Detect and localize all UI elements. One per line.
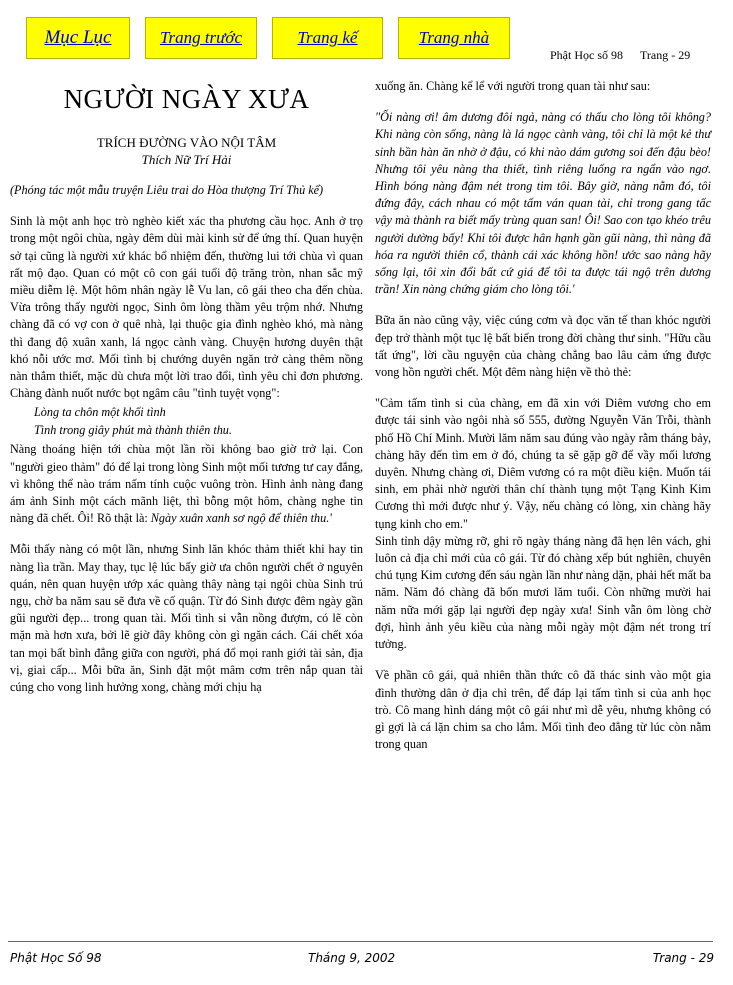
article-subtitle: TRÍCH ĐƯỜNG VÀO NỘI TÂM [96,135,277,150]
article-note: (Phóng tác một mẫu truyện Liêu trai do Hòa thượng Trí Thủ kể) [10,183,324,197]
paragraph-2-text: Nàng thoáng hiện tới chùa một lần rồi không bao giờ trở lại. Con "người gieo thảm" đó để lại trong lòng Sinh một mối tương tư cay đắng, vì không thể nào trám nấm tính cuộc vuông tròn. Hình ảnh nàng đang ám ảnh Sinh một cách mãnh liệt, thì bỗng một hôm, chàng nghe tin nàng đã chết. Ôi! Rõ thật là: [10,442,363,526]
article-title: NGƯỜI NGÀY XƯA [63,84,310,114]
footer-issue: Phật Học Số 98 [10,951,102,965]
footer-date: Tháng 9, 2002 [308,951,396,965]
paragraph-6: Bữa ăn nào cũng vậy, việc cúng cơm và đọc văn tế than khóc người đẹp trở thành một tục lệ bất biến trong đời chàng thư sinh. "Hữu cầu tất ứng", lời cầu nguyện của chàng chẳng bao lâu cảm ứng được vong hồn người chết. Một đêm nàng hiện về thỏ thẻ: [375,313,711,380]
verse-line-1: Lòng ta chôn một khối tình [34,405,166,420]
footer-divider [8,941,713,942]
paragraph-9: Về phần cô gái, quả nhiên thần thức cô đã thác sinh vào một gia đình thường dân ở địa chỉ trên, để đáp lại tấm tình si của anh học trò. Cô mang hình dáng một cô gái như mì dễ yêu, nhưng không có gì gợi là cá lặn chim sa cho lắm. Mối tình đeo đẳng từ lúc còn nằm trong quan [375,668,711,752]
paragraph-8: Sinh tỉnh dậy mừng rỡ, ghi rõ ngày tháng nàng đã hẹn lên vách, ghi luôn cả địa chỉ mới của cô gái. Từ đó chàng xếp bút nghiên, chuyên chú tụng Kim cương đến sáu ngàn lần như nàng dặn, phải hết mất ba năm. Năm đó chàng đã bốn mươi lăm tuổi. Còn những mười hai năm nữa mới gặp lại người đẹp ngày xưa! Sinh vẫn ôm lòng chờ đợi, hình ảnh yêu kiều của nàng mỗi ngày một đậm nét trong trí tưởng. [375,533,711,652]
verse [10,404,363,439]
paragraph-1: Sinh là một anh học trò nghèo kiết xác tha phương cầu học. Anh ở trọ trong một ngôi chùa, ngày đêm dùi mài kinh sử để ứng thí. Quan huyện sở tại cũng là người xứ khác bổ nhiệm đến, thường lui tới chùa vì quan rất mộ đạo. Quan có một cô con gái tuổi độ trăng tròn, nhan sắc mỹ miều diễm lệ. Một hôm nhân ngày lễ Vu lan, cô gái theo cha đến chùa. Vừa trông thấy người ngọc, Sinh ôm lòng thầm yêu trộm nhớ. Nhưng chàng đã có vợ con ở quê nhà, lại thuộc gia đình nghèo khó, mà nàng thì đang độ xuân xanh, lá ngọc cành vàng. Chuyện hương duyên thật khó nỗi ước mơ. Mối tình bị chướng duyên ngăn trở càng thêm nồng nàn thắm thiết, mặc dù chưa một lời trao đổi, tình yêu chỉ đơn phương. Chàng đành nuốt nước bọt ngâm câu "tình tuyệt vọng": [10,214,363,401]
navigation-bar [0,17,733,61]
right-column [375,78,711,753]
verse-line-2: Tình trong giây phút mà thành thiên thu. [34,422,232,437]
paragraph-7: "Cảm tấm tình si của chàng, em đã xin với Diêm vương cho em được tái sinh vào ngôi nhà số 555, đường Nguyễn Văn Trỗi, thành phố Hồ Chí Minh. Mười lăm năm sau đúng vào ngày rằm tháng bảy, chàng hãy đến tìm em ở đó, chúng ta sẽ gặp gỡ để vầy mối lương duyên. Nhưng chàng ơi, Diêm vương có ra một điều kiện. Muốn tái sinh, em phải nhờ người thân chí thành tụng một Tạng Kinh Kim Cương thì mới được như ý. Vậy, nếu chàng có lòng, xin chàng hãy tụng kinh cho em." [375,396,711,531]
paragraph-5: "Ối nàng ơi! âm dương đôi ngả, nàng có thấu cho lòng tôi không? Khi nàng còn sống, nàng là lá ngọc cành vàng, tôi chỉ là một kẻ thư sinh bần hàn ăn nhờ ở đậu, có khi nào dám gương soi đến đậu bèo! Nhưng tôi yêu nàng tha thiết, tình riêng luống ra ngẩn vào ngơ. Hình bóng nàng đậm nét trong tim tôi. Bây giờ, nàng nằm đó, tôi đứng đây, cách nhau có một tấm ván quan tài, chỉ trong gang tấc vậy mà thành ra biết mấy trùng quan san! Ôi! Sao con tạo khéo trêu người dường bấy! Khi tôi được hân hạnh gần gũi nàng, thì nàng đã hóa ra người thiên cổ, thành cái xác không hồn! ước sao nàng hãy sống lại, tôi xin đổi bất cứ giá để tôi ta được tái ngộ trên dương trần! Xin nàng chứng giám cho lòng tôi.' [375,110,711,297]
paragraph-4: xuống ăn. Chàng kể lể với người trong quan tài như sau: [375,79,651,93]
article-author: Thích Nữ Trí Hải [141,152,232,167]
header-issue: Phật Học số 98 [550,48,623,62]
left-column [10,78,363,710]
home-button[interactable]: Trang nhà [398,17,510,59]
footer [10,951,714,971]
previous-page-button[interactable]: Trang trước [145,17,257,59]
next-page-button[interactable]: Trang kế [272,17,383,59]
paragraph-2 [10,441,363,527]
paragraph-2-quote: Ngày xuân xanh sơ ngộ để thiên thu.' [150,511,332,526]
header-page: Trang - 29 [640,48,691,62]
toc-button[interactable]: Mục Lục [26,17,130,59]
paragraph-3: Mỗi thấy nàng có một lần, nhưng Sinh lăn khóc thảm thiết khi hay tin nàng lìa trần. May thay, tục lệ lúc bấy giờ ưa chôn người chết ở nguyên quán, nên quan huyện ướp xác quàng thây nàng tại ngôi chùa Sinh trú ngụ, chờ ba năm sau sẽ đưa về cố quận. Từ đó Sinh được đêm ngày gần gũi người đẹp... trong quan tài. Mối tình si vẫn nồng đượm, có lẽ còn mặn mà hơn xưa, bởi lẽ giờ đây không còn gì ngăn cách. Cái chết xóa tan mọi bất bình đẳng giữa con người, phá đổ mọi ranh giới tài sản, địa vị, giai cấp... Mỗi bữa ăn, Sinh đặt một mâm cơm trên nắp quan tài cúng cho vong linh hưởng xong, chàng mới chịu hạ [10,542,363,695]
footer-page: Trang - 29 [652,951,714,965]
header-info [550,48,690,63]
